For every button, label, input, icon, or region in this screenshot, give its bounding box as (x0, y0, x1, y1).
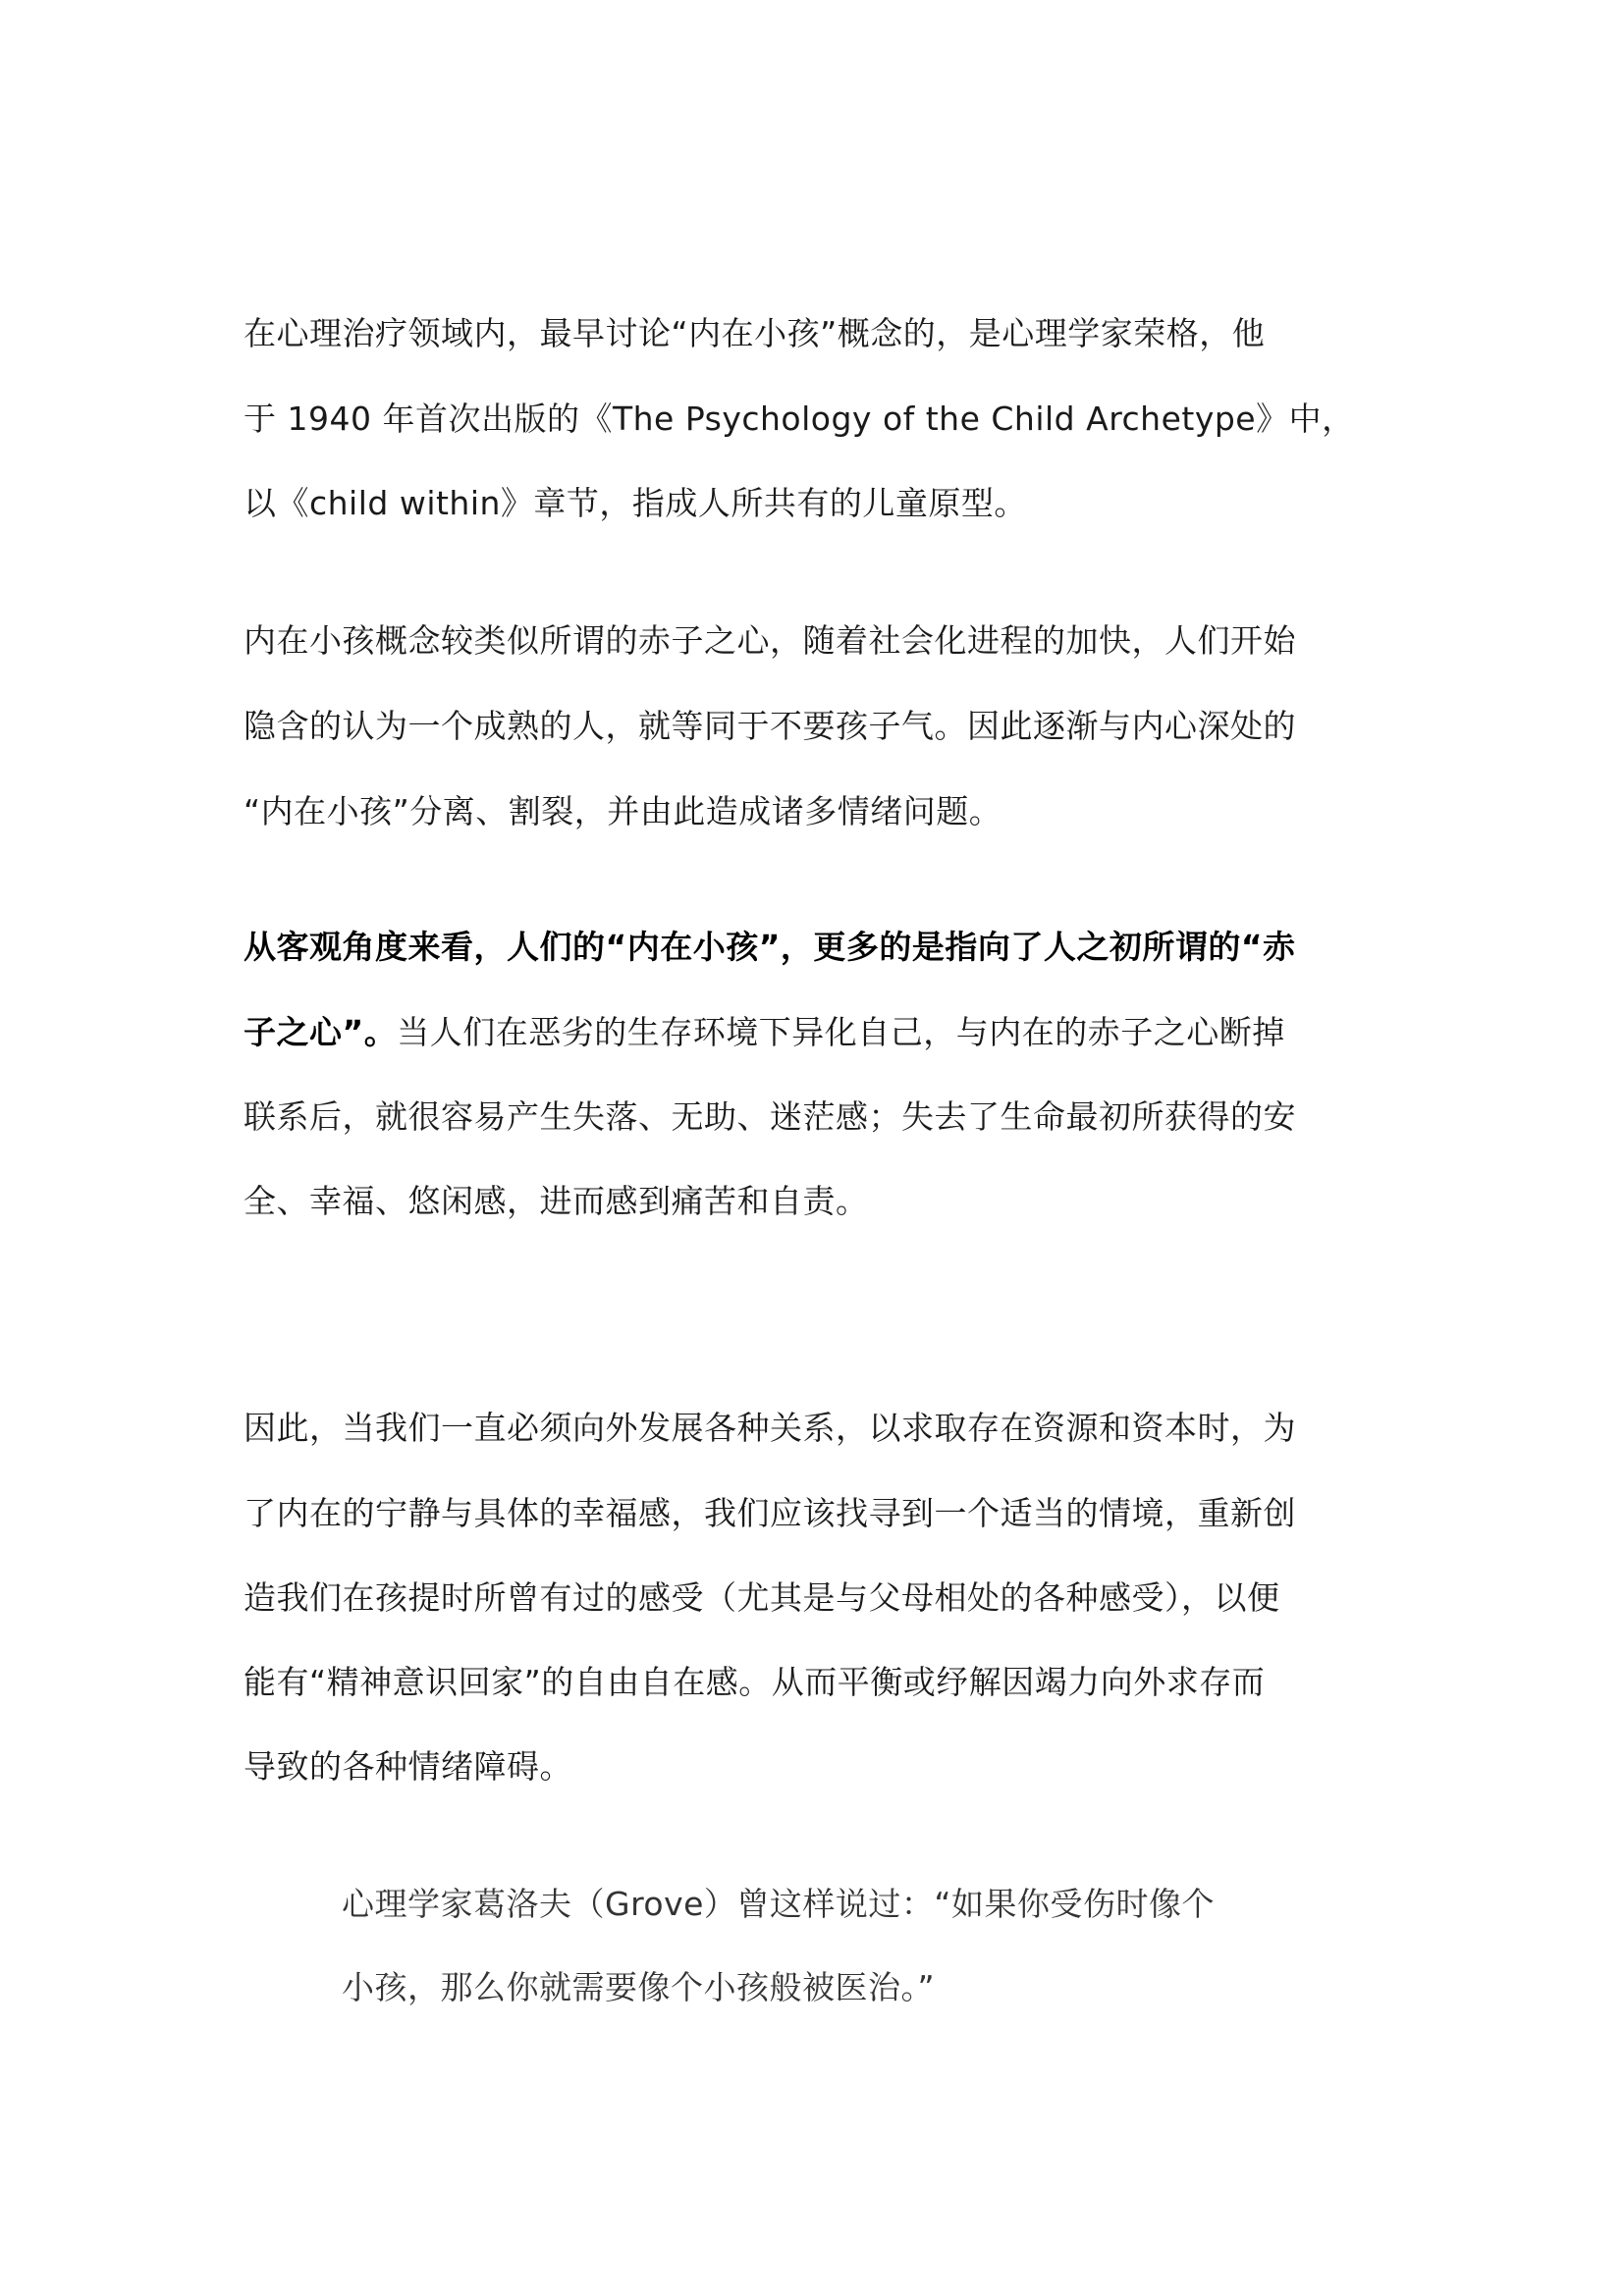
bold-text: 子之心”。 (244, 1013, 398, 1051)
text-line: 以《child within》章节，指成人所共有的儿童原型。 (244, 484, 1027, 522)
text-line: 能有“精神意识回家”的自由自在感。从而平衡或纾解因竭力向外求存而 (244, 1663, 1266, 1701)
text-line: 因此，当我们一直必须向外发展各种关系，以求取存在资源和资本时，为 (244, 1409, 1296, 1447)
text-line: 于 1940 年首次出版的《The Psychology of the Child Archetype》中， (244, 400, 1355, 438)
text-line: 隐含的认为一个成熟的人，就等同于不要孩子气。因此逐渐与内心深处的 (244, 707, 1296, 745)
text-line: “内在小孩”分离、割裂，并由此造成诸多情绪问题。 (244, 792, 1002, 830)
text-line: 全、幸福、悠闲感，进而感到痛苦和自责。 (244, 1182, 869, 1220)
text-line: 导致的各种情绪障碍。 (244, 1747, 572, 1786)
text-line: 了内在的宁静与具体的幸福感，我们应该找寻到一个适当的情境，重新创 (244, 1494, 1296, 1532)
quote-line: 小孩，那么你就需要像个小孩般被医治。” (342, 1968, 936, 2006)
text-line (244, 1011, 1285, 1054)
text-line: 在心理治疗领域内，最早讨论“内在小孩”概念的，是心理学家荣格，他 (244, 314, 1266, 352)
bold-text-line: 从客观角度来看，人们的“内在小孩”，更多的是指向了人之初所谓的“赤 (244, 928, 1296, 966)
text-line: 联系后，就很容易产生失落、无助、迷茫感；失去了生命最初所获得的安 (244, 1097, 1296, 1136)
quote-line: 心理学家葛洛夫（Grove）曾这样说过：“如果你受伤时像个 (342, 1885, 1216, 1923)
text: 当人们在恶劣的生存环境下异化自己，与内在的赤子之心断掉 (397, 1013, 1285, 1051)
text-line: 造我们在孩提时所曾有过的感受（尤其是与父母相处的各种感受），以便 (244, 1578, 1280, 1617)
text-line: 内在小孩概念较类似所谓的赤子之心，随着社会化进程的加快，人们开始 (244, 621, 1296, 660)
